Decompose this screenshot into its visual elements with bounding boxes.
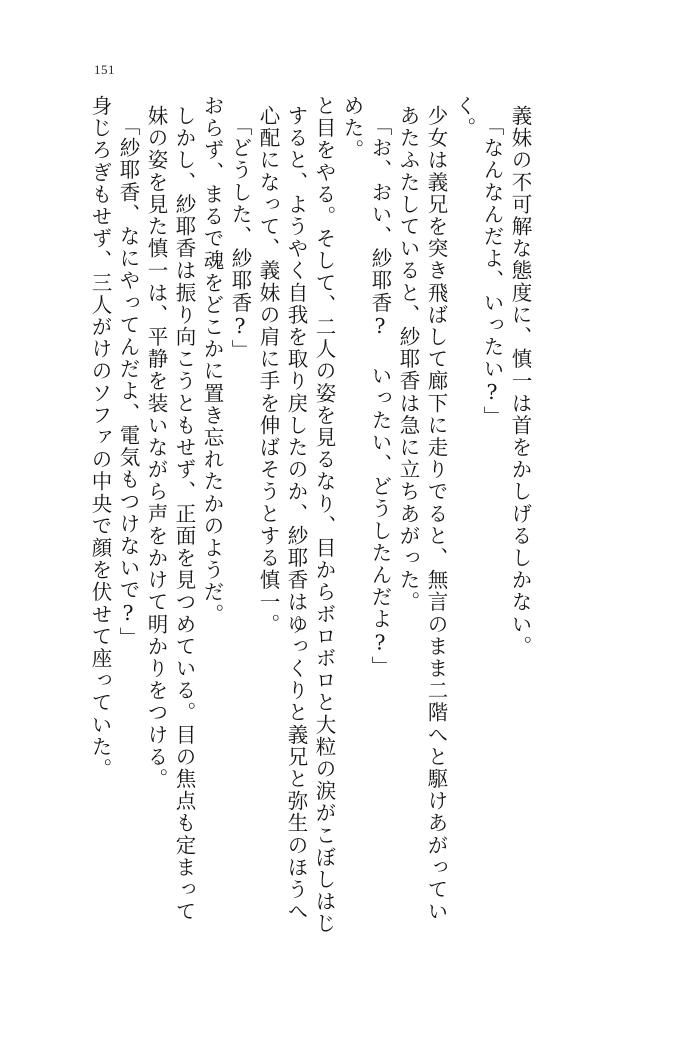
- text-column: しかし、紗耶香は振り向こうともせず、正面を見つめている。目の焦点も定まって: [172, 105, 196, 923]
- text-column: 身じろぎもせず、三人がけのソファの中央で顔を伏せて座っていた。: [88, 95, 112, 781]
- text-column: 心配になって、義妹の肩に手を伸ばそうとする慎一。: [256, 105, 280, 636]
- text-column: 妹の姿を見た慎一は、平静を装いながら声をかけて明かりをつける。: [144, 105, 168, 791]
- text-column: すると、ようやく自我を取り戻したのか、紗耶香はゆっくりと義兄と弥生のほうへ: [284, 105, 308, 923]
- text-column: く。: [452, 95, 476, 140]
- text-column: 「紗耶香、なにやってんだよ、電気もつけないで?」: [116, 115, 140, 649]
- text-column: 少女は義兄を突き飛ばして廊下に走りでると、無言のまま二階へと駆けあがってい: [424, 105, 448, 923]
- text-column: 義妹の不可解な態度に、慎一は首をかしげるしかない。: [508, 105, 532, 658]
- text-column: 「どうした、紗耶香?」: [228, 115, 252, 362]
- page-number: 151: [94, 62, 115, 77]
- text-column: 「お、おい、紗耶香? いったい、どうしたんだよ?」: [368, 115, 392, 678]
- text-column: あたふたしていると、紗耶香は急に立ちあがった。: [396, 105, 420, 614]
- text-column: おらず、まるで魂をどこかに置き忘れたかのようだ。: [200, 95, 224, 626]
- text-column: 「なんなんだよ、いったい?」: [480, 115, 504, 428]
- vertical-text-body: [82, 95, 622, 950]
- text-column: と目をやる。そして、二人の姿を見るなり、目からボロボロと大粒の涙がこぼしはじ: [312, 95, 336, 935]
- text-column: めた。: [340, 95, 364, 162]
